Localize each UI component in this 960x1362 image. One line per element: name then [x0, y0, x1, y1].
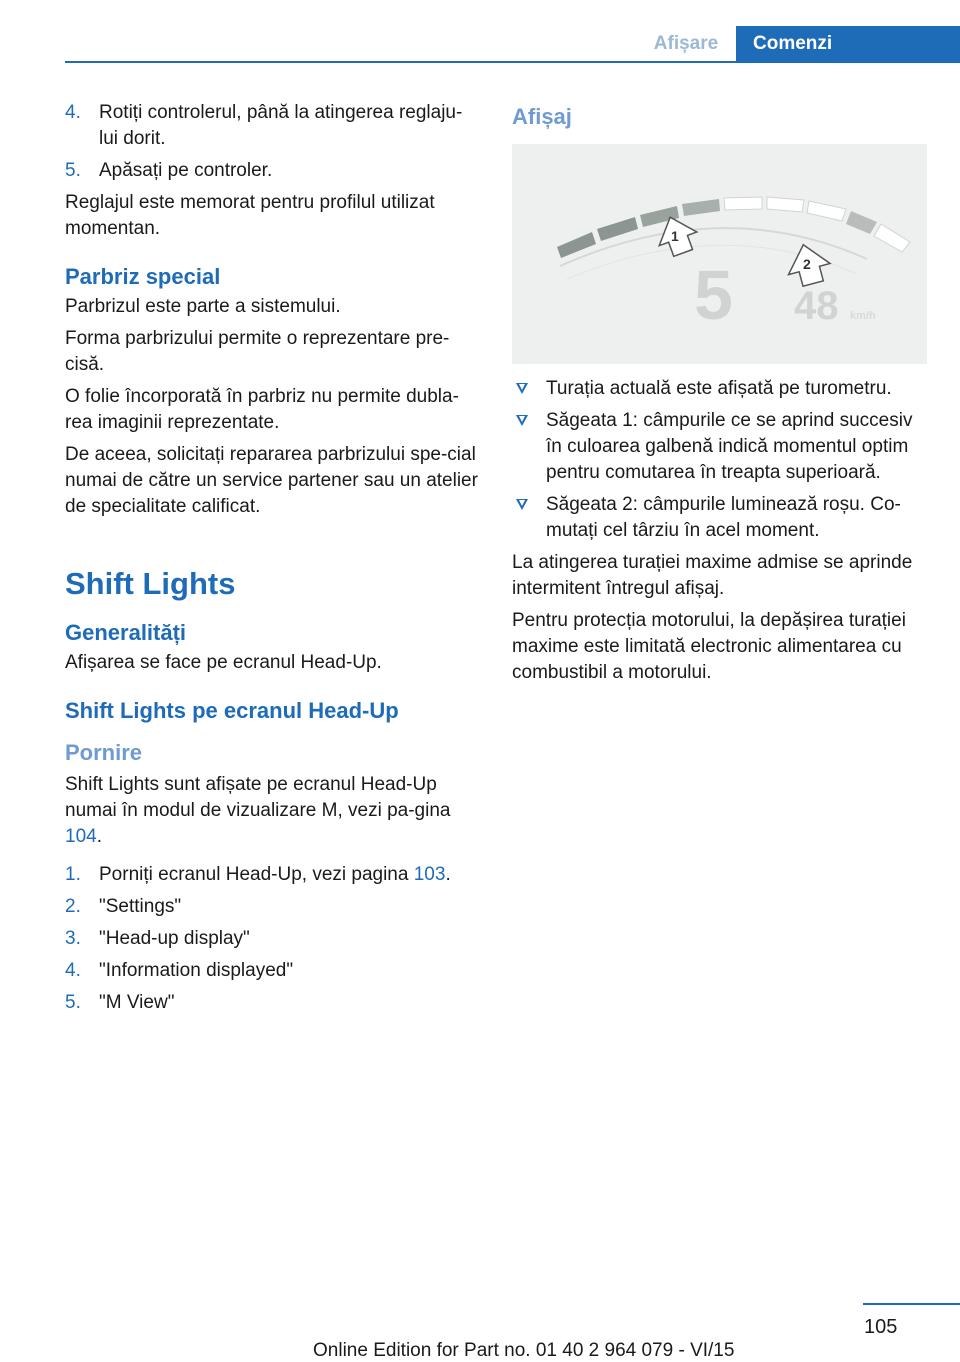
paragraph-saved: Reglajul este memorat pentru profilul utilizat momentan.	[65, 192, 435, 239]
steps-list	[65, 862, 480, 1016]
page-link[interactable]: 104	[65, 826, 97, 847]
paragraph: De aceea, solicitați repararea parbrizului spe‐cial numai de către un service partener sau un atelier de specialitate calificat.	[65, 444, 478, 517]
triangle-bullet-icon	[516, 415, 528, 426]
page-header	[0, 0, 960, 62]
step-number: 2.	[65, 896, 81, 917]
list-item	[512, 376, 932, 402]
footer-rule	[863, 1303, 960, 1305]
list-item	[65, 158, 480, 184]
step-number: 5.	[65, 160, 81, 181]
step-number: 5.	[65, 992, 81, 1013]
list-item	[65, 100, 480, 152]
bullet-text: Turația actuală este afișată pe turometru.	[546, 378, 892, 399]
heading-pornire: Pornire	[65, 740, 143, 765]
bullet-text: Săgeata 1: câmpurile ce se aprind succesiv în culoarea galbenă indică momentul optim pentru comutarea în treapta superioară.	[546, 410, 913, 483]
arrow-1-label: 1	[671, 228, 679, 244]
paragraph: Pentru protecția motorului, la depășirea turației maxime este limitată electronic alimentarea cu combustibil a motorului.	[512, 610, 906, 683]
page-number: 105	[864, 1316, 898, 1338]
paragraph-text: Shift Lights sunt afișate pe ecranul Head-Up numai în modul de vizualizare M, vezi pa‐gina	[65, 774, 451, 821]
list-item	[512, 492, 932, 544]
heading-shift-lights-hud: Shift Lights pe ecranul Head-Up	[65, 698, 399, 723]
step-number: 4.	[65, 102, 81, 123]
shift-lights-illustration	[512, 144, 927, 364]
heading-shift-lights: Shift Lights	[65, 566, 236, 601]
list-item	[65, 990, 480, 1016]
paragraph-end: .	[96, 826, 102, 847]
paragraph: La atingerea turației maxime admise se aprinde intermitent întregul afișaj.	[512, 552, 913, 599]
speed-unit: km/h	[850, 310, 876, 322]
paragraph: Parbrizul este parte a sistemului.	[65, 296, 341, 317]
step-end: .	[445, 864, 451, 885]
paragraph: Forma parbrizului permite o reprezentare pre‐cisă.	[65, 328, 450, 375]
tab-afisare[interactable]: Afișare	[653, 33, 719, 54]
list-item	[65, 894, 480, 920]
left-column	[65, 100, 480, 1022]
arrow-2-label: 2	[803, 256, 811, 272]
list-item	[65, 958, 480, 984]
heading-parbriz-special: Parbriz special	[65, 264, 221, 289]
heading-afisaj: Afișaj	[512, 104, 572, 129]
step-text: Rotiți controlerul, până la atingerea reglaju‐lui dorit.	[99, 102, 463, 149]
triangle-bullet-icon	[516, 499, 528, 510]
step-text: "M View"	[99, 992, 175, 1013]
bullet-list	[512, 376, 932, 544]
speed-readout: 48	[794, 284, 839, 328]
bullet-text: Săgeata 2: câmpurile luminează roșu. Co‐mutați cel târziu în acel moment.	[546, 494, 901, 541]
paragraph: Afișarea se face pe ecranul Head-Up.	[65, 652, 382, 673]
step-number: 1.	[65, 864, 81, 885]
tab-comenzi[interactable]: Comenzi	[736, 26, 960, 63]
right-column	[512, 100, 932, 692]
list-item	[65, 862, 480, 888]
step-number: 4.	[65, 960, 81, 981]
step-text: Apăsați pe controler.	[99, 160, 273, 181]
shift-lights-figure	[512, 144, 927, 364]
header-rule	[65, 61, 960, 63]
list-item	[512, 408, 932, 486]
heading-generalitati: Generalități	[65, 620, 187, 645]
step-text: "Information displayed"	[99, 960, 294, 981]
edition-footer: Online Edition for Part no. 01 40 2 964 079 - VI/15	[313, 1340, 735, 1361]
step-text: "Head-up display"	[99, 928, 250, 949]
step-text: Porniți ecranul Head-Up, vezi pagina	[99, 864, 414, 885]
page-link[interactable]: 103	[413, 864, 446, 885]
gear-indicator: 5	[694, 256, 733, 334]
steps-top-list	[65, 100, 480, 184]
paragraph: O folie încorporată în parbriz nu permite dubla‐rea imaginii reprezentate.	[65, 386, 459, 433]
triangle-bullet-icon	[516, 383, 528, 394]
list-item	[65, 926, 480, 952]
step-number: 3.	[65, 928, 81, 949]
paragraph-pornire	[65, 772, 480, 850]
step-text: "Settings"	[99, 896, 182, 917]
